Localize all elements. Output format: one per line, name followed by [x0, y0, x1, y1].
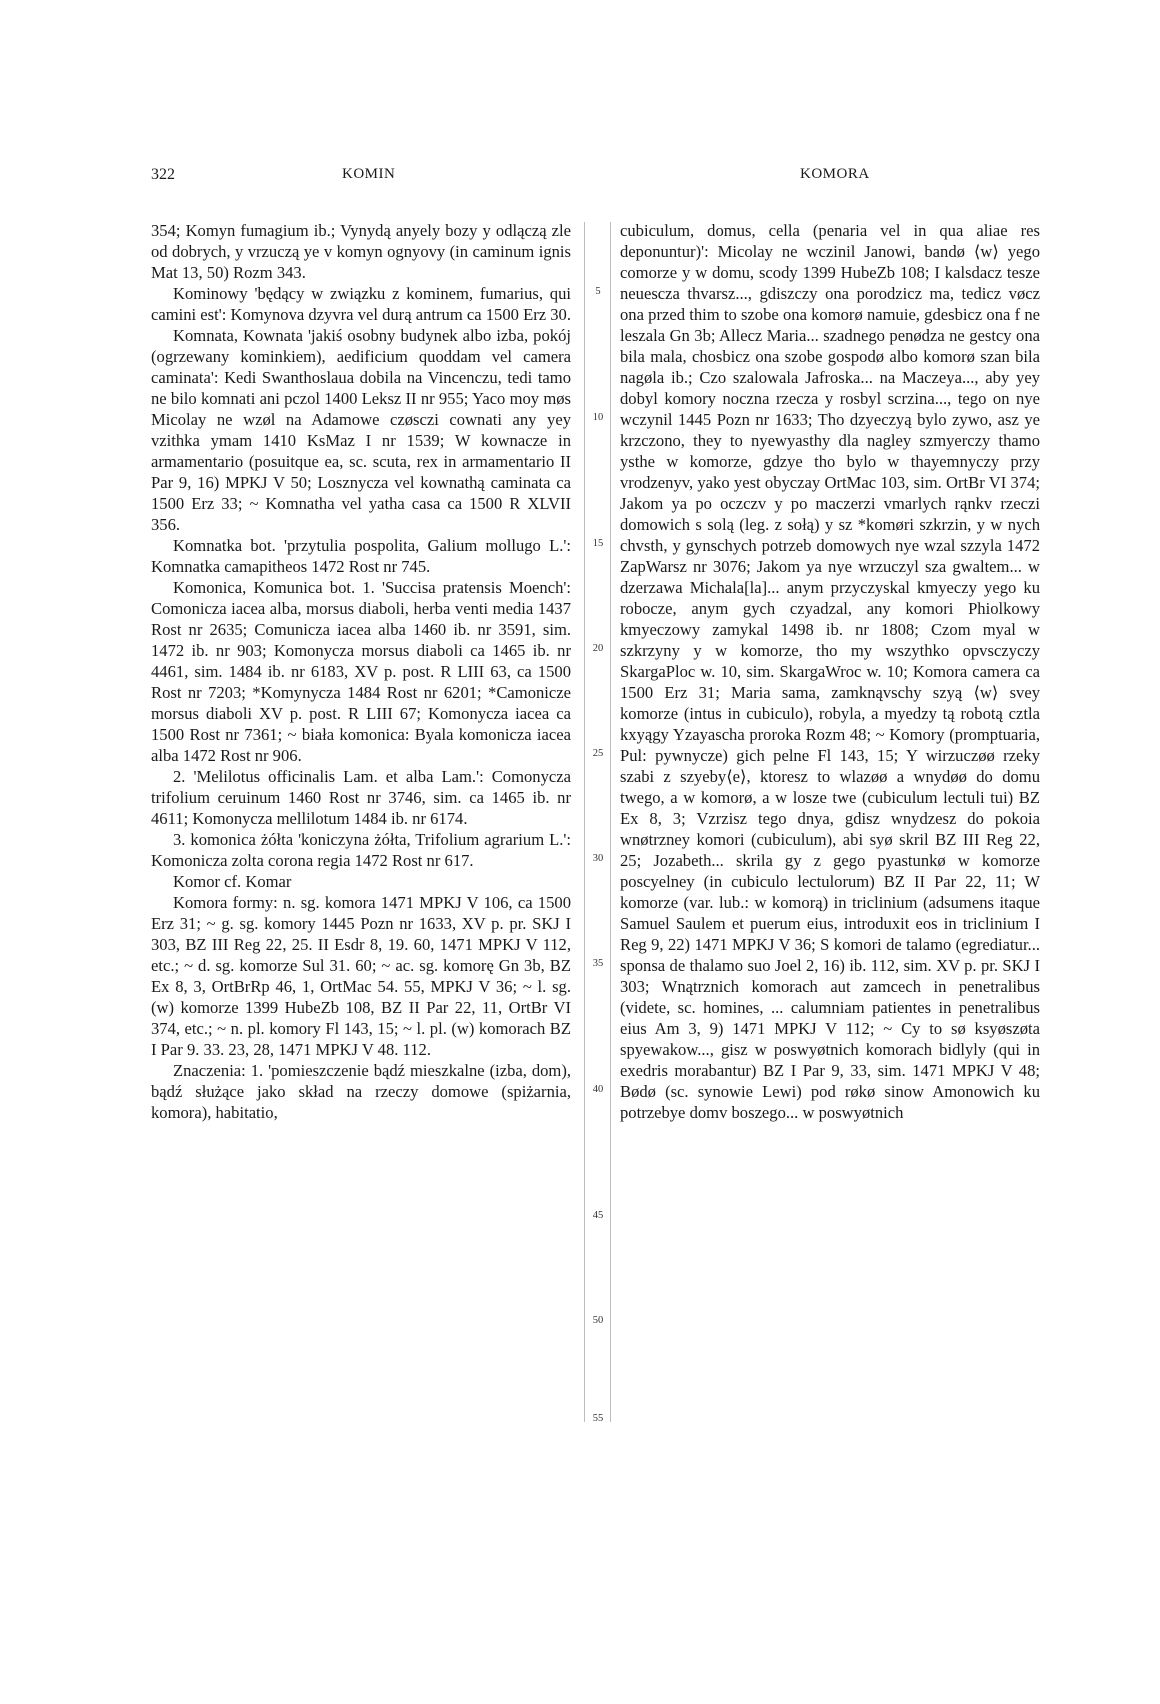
entry-komor: Komor cf. Komar [173, 872, 292, 891]
entry-komnatka: Komnatka bot. 'przytulia pospolita, Galium mollugo L.': Komnatka camapitheos 1472 Rost nr 745. [151, 536, 571, 576]
entry-komora-meanings: Znaczenia: 1. 'pomieszczenie bądź mieszkalne (izba, dom), bądź służące jako skład na rzeczy domowe (spiżarnia, komora), habitatio, [151, 1061, 571, 1122]
line-number-gutter [585, 0, 611, 1704]
line-number: 45 [592, 1210, 604, 1221]
line-number: 30 [592, 853, 604, 864]
entry-komora-forms: Komora formy: n. sg. komora 1471 MPKJ V 106, ca 1500 Erz 31; ~ g. sg. komory 1445 Pozn nr 1633, XV p. pr. SKJ I 303, BZ III Reg 22, 25. II Esdr 8, 19. 60, 1471 MPKJ V 112, etc.; ~ d. sg. komorze Sul 31. 60; ~ ac. sg. komorę Gn 3b, BZ Ex 8, 3, OrtBrRp 46, 1, OrtMac 54. 55, MPKJ V 36; ~ l. sg. (w) komorze 1399 HubeZb 108, BZ II Par 22, 11, OrtBr VI 374, etc.; ~ n. pl. komory Fl 143, 15; ~ l. pl. (w) komorach BZ I Par 9. 33. 23, 28, 1471 MPKJ V 48. 112. [151, 893, 571, 1059]
line-number: 10 [592, 412, 604, 423]
page-number: 322 [151, 166, 175, 183]
entry-komora-continued: cubiculum, domus, cella (penaria vel in qua aliae res deponuntur)': Micolay ne wczinil Janowi, bandø ⟨w⟩ yego comorze y w domu, scody 1399 HubeZb 108; I kalsdacz tesze neuescza thvarsz..., gdiszczy ona porodzicz ma, tedicz vøcz ona przed thim to szobe ona komorø namuie, gdesbicz ona f ne leszala Gn 3b; Allecz Maria... szadnego penødza ne gestcy ona bila mala, chosbicz ona szobe gospodø albo komorø szan bila nagøla ib.; Czo szalowala Jafroska... na Maczeya..., aby yey dobyl komory noczna rzecza y rosbyl scrzina..., tego on nye wczynil 1445 Pozn nr 1633; Tho dzyeczyą bylo zywo, asz ye krzczono, they to nyewyasthy dla nagley szmyerczy thamo ysthe w komorze, gdzye tho bylo w thayemnyczy przy vrodzenyv, yako yest obyczay OrtMac 103, sim. OrtBr VI 374; Jakom ya po oczczv y po maczerzi vmarlych rąnkv rzeczi domowich s solą (leg. z sołą) y sz *komøri szkrzin, y w nych chvsth, y gynschych potrzeb domowych nye wzal szzyla 1472 ZapWarsz nr 3076; Jakom ya nye wrzuczyl sza gwaltem... w dzerzawa Michala[la]... anym przyczyskal kmyeczy yego ku robocze, anym gych czyadzal, any komori Phiolkowy kmyeczowy zamykal 1498 ib. nr 1808; Czom myal w szkrzyny y w komorze, tho my wszythko opvsczyczy SkargaPloc w. 10, sim. SkargaWroc w. 10; Komora camera ca 1500 Erz 31; Maria sama, zamknąvschy szyą ⟨w⟩ svey komorze (intus in cubiculo), robyla, a myedzy tą robotą cztla kxyągy Yzayascha proroka Rozm 48; ~ Komory (promptuaria, Pul: pywnycze) gich pelne Fl 143, 15; Y wirzuczøø rzeky szabi z szyeby⟨e⟩, ktoresz to wlazøø a wnydøø do domu twego, a w komorø, a w losze twe (cubiculum lectuli tui) BZ Ex 8, 3; Vzrzisz tego dnya, gdisz wnydzesz do pokoia wnøtrzney komori (cubiculum), abi syø skril BZ III Reg 22, 25; Jozabeth... skrila gy z gego pyastunkø w komorze poscyelney (in cubiculo lectulorum) BZ II Par 22, 11; W komorze (var. lub.: w komorą) in triclinium (adsumens itaque Samuel Saulem et puerum eius, introduxit eos in triclinium I Reg 9, 22) 1471 MPKJ V 36; S komori de talamo (egrediatur... sponsa de thalamo suo Joel 2, 16) ib. 112, sim. XV p. pr. SKJ I 303; Wnątrznich komorach aut zamcech in penetralibus (videte, sc. homines, ... calumniam patientes in penetralibus eius Am 3, 9) 1471 MPKJ V 112; ~ Cy to sø ksyøszøta spyewakow..., gisz w poswyøtnich komorach bidlyly (qui in exedris morabantur) BZ I Par 9, 33, sim. 1471 MPKJ V 48; Bødø (sc. synowie Lewi) pod røkø sinow Amonowich ku potrzebye domv boszego... w poswyøtnich [620, 221, 1040, 1122]
guide-word-right: KOMORA [800, 166, 870, 182]
line-number: 50 [592, 1315, 604, 1326]
guide-word-left: KOMIN [342, 166, 396, 182]
entry-komonica-sense-2: 2. 'Melilotus officinalis Lam. et alba Lam.': Comonycza trifolium ceruinum 1460 Rost nr 3746, sim. ca 1465 ib. nr 4611; Komonycza mellilotum 1484 ib. nr 6174. [151, 767, 571, 828]
entry-komnata: Komnata, Kownata 'jakiś osobny budynek albo izba, pokój (ogrzewany kominkiem), aedificium quoddam vel camera caminata': Kedi Swanthoslaua dobila na Vincenczu, tedi tamo ne bilo komnati ani pczol 1400 Leksz II nr 955; Yaco moy møs Micolay ne wzøl na Adamowe czøsczi cownati any yey vzithka ymam 1410 KsMaz I nr 1539; W kownacze in armamentario (posuitque ea, sc. scuta, rex in armamentario II Par 9, 16) MPKJ V 50; Losznycza vel kownathą caminata ca 1500 Erz 33; ~ Komnatha vel yatha casa ca 1500 R XLVII 356. [151, 326, 571, 534]
line-number: 55 [592, 1413, 604, 1424]
line-number: 15 [592, 538, 604, 549]
entry-komonica: Komonica, Komunica bot. 1. 'Succisa pratensis Moench': Comonicza iacea alba, morsus diaboli, herba venti media 1437 Rost nr 2635; Comunicza iacea alba 1460 ib. nr 3591, sim. 1472 ib. nr 903; Komonycza morsus diaboli ca 1465 ib. nr 4461, sim. 1484 ib. nr 6183, XV p. post. R LIII 63, ca 1500 Rost nr 7203; *Komynycza 1484 Rost nr 6201; *Camonicze morsus diaboli XV p. post. R LIII 67; Komonycza iacea ca 1500 Rost nr 7361; ~ biała komonica: Byala komonicza iacea alba 1472 Rost nr 906. [151, 578, 571, 765]
left-column [151, 220, 571, 1123]
running-header [0, 166, 1160, 190]
right-column [620, 220, 1040, 1123]
line-number: 5 [595, 286, 601, 297]
line-number: 25 [592, 748, 604, 759]
entry-komonica-sense-3: 3. komonica żółta 'koniczyna żółta, Trifolium agrarium L.': Komonicza zolta corona regia 1472 Rost nr 617. [151, 830, 571, 870]
line-number: 35 [592, 958, 604, 969]
entry-paragraph: 354; Komyn fumagium ib.; Vynydą anyely bozy y odlączą zle od dobrych, y vrzuczą ye v komyn ognyovy (in caminum ignis Mat 13, 50) Rozm 343. [151, 221, 571, 282]
line-number: 20 [592, 643, 604, 654]
line-number: 40 [592, 1084, 604, 1095]
entry-kominowy: Kominowy 'będący w związku z kominem, fumarius, qui camini est': Komynova dzyvra vel durą antrum ca 1500 Erz 30. [151, 284, 572, 324]
